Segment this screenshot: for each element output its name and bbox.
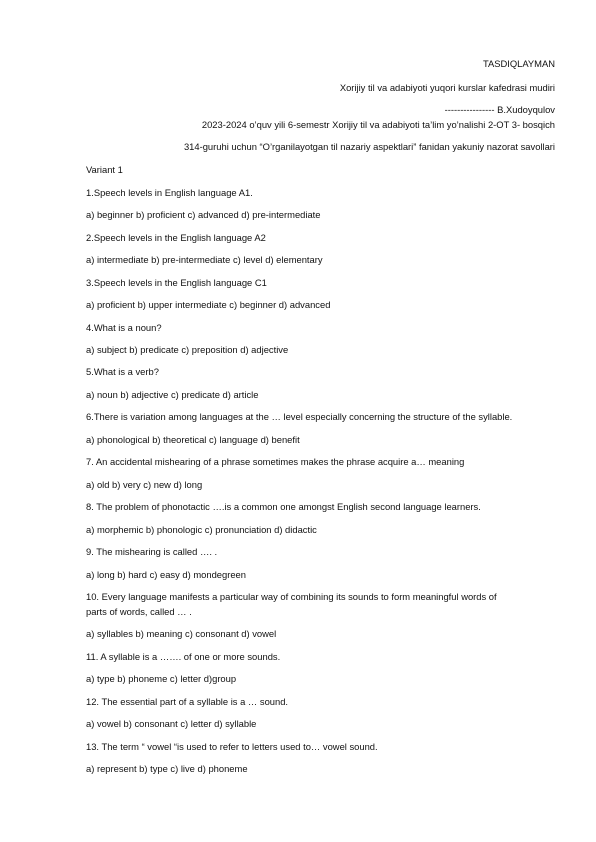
answer-options: a) long b) hard c) easy d) mondegreen <box>86 569 246 580</box>
answer-options: a) syllables b) meaning c) consonant d) vowel <box>86 628 277 639</box>
answer-options: a) proficient b) upper intermediate c) beginner d) advanced <box>86 299 331 310</box>
question-text: 9. The mishearing is called …. . <box>86 546 218 557</box>
question-text: 7. An accidental mishearing of a phrase sometimes makes the phrase acquire a… meaning <box>86 456 465 467</box>
answer-options: a) type b) phoneme c) letter d)group <box>86 673 237 684</box>
answer-options: a) vowel b) consonant c) letter d) syllable <box>86 718 257 729</box>
question-text: 13. The term “ vowel “is used to refer to letters used to… vowel sound. <box>86 741 378 752</box>
question-text: 1.Speech levels in English language A1. <box>86 187 253 198</box>
question-text: 3.Speech levels in the English language C1 <box>86 277 267 288</box>
answer-options: a) intermediate b) pre-intermediate c) level d) elementary <box>86 254 323 265</box>
approval-heading: TASDIQLAYMAN <box>482 58 555 69</box>
question-text: 11. A syllable is a ……. of one or more sounds. <box>86 651 281 662</box>
approver-position: Xorijiy til va adabiyoti yuqori kurslar kafedrasi mudiri <box>339 82 555 93</box>
question-text: 4.What is a noun? <box>86 322 162 333</box>
group-line: 314-guruhi uchun “O’rganilayotgan til nazariy aspektlari” fanidan yakuniy nazorat savollari <box>183 141 555 152</box>
answer-options: a) subject b) predicate c) preposition d) adjective <box>86 344 289 355</box>
question-text: 10. Every language manifests a particular way of combining its sounds to form meaningful words of <box>86 591 497 602</box>
question-text: 8. The problem of phonotactic ….is a common one amongst English second language learners. <box>86 501 481 512</box>
question-text: 2.Speech levels in the English language A2 <box>86 232 266 243</box>
answer-options: a) noun b) adjective c) predicate d) article <box>86 389 259 400</box>
question-text: 6.There is variation among languages at the … level especially concerning the structure of the syllable. <box>86 411 513 422</box>
approver-signature: ---------------- B.Xudoyqulov <box>444 104 555 115</box>
answer-options: a) represent b) type c) live d) phoneme <box>86 763 248 774</box>
question-text: 12. The essential part of a syllable is a … sound. <box>86 696 289 707</box>
term-line: 2023-2024 o’quv yili 6-semestr Xorijiy til va adabiyoti ta’lim yo’nalishi 2-OT 3- bosqich <box>201 119 555 130</box>
question-text: 5.What is a verb? <box>86 366 159 377</box>
answer-options: a) morphemic b) phonologic c) pronunciation d) didactic <box>86 524 317 535</box>
answer-options: a) beginner b) proficient c) advanced d) pre-intermediate <box>86 209 321 220</box>
answer-options: a) old b) very c) new d) long <box>86 479 203 490</box>
question-text-continued: parts of words, called … . <box>86 606 192 617</box>
answer-options: a) phonological b) theoretical c) language d) benefit <box>86 434 300 445</box>
variant-label: Variant 1 <box>86 164 123 175</box>
